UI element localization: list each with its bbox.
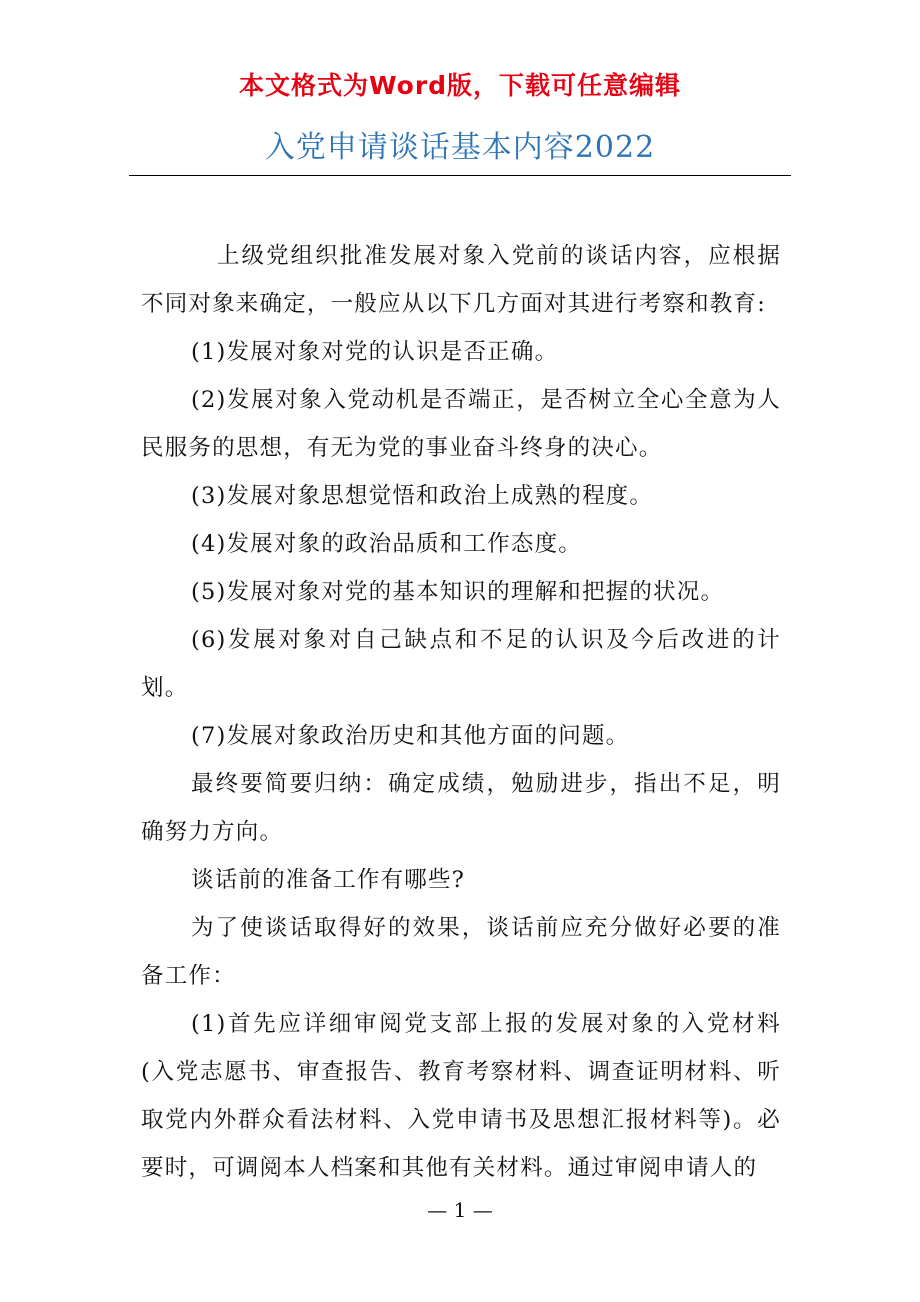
list-item-1: (1)发展对象对党的认识是否正确。 xyxy=(191,339,559,365)
section-question: 谈话前的准备工作有哪些? xyxy=(191,867,465,893)
list-item-5: (5)发展对象对党的基本知识的理解和把握的状况。 xyxy=(191,579,725,605)
document-title: 入党申请谈话基本内容2022 xyxy=(264,130,656,165)
title-divider xyxy=(129,175,791,176)
list-item-6: (6)发展对象对自己缺点和不足的认识及今后改进的计划。 xyxy=(141,627,781,701)
list-item-7: (7)发展对象政治历史和其他方面的问题。 xyxy=(191,723,630,749)
paragraph-preparation: 为了使谈话取得好的效果，谈话前应充分做好必要的准备工作： xyxy=(141,915,781,989)
document-body xyxy=(141,232,781,1192)
paragraph-summary: 最终要简要归纳：确定成绩，勉励进步，指出不足，明确努力方向。 xyxy=(141,771,781,845)
format-notice-banner: 本文格式为Word版，下载可任意编辑 xyxy=(238,71,682,100)
page-number: — 1 — xyxy=(427,1198,493,1222)
preparation-item-1: (1)首先应详细审阅党支部上报的发展对象的入党材料(入党志愿书、审查报告、教育考察材料、调查证明材料、听取党内外群众看法材料、入党申请书及思想汇报材料等)。必要时，可调阅本人档案和其他有关材料。通过审阅申请人的 xyxy=(141,1011,781,1181)
list-item-3: (3)发展对象思想觉悟和政治上成熟的程度。 xyxy=(191,483,654,509)
list-item-2: (2)发展对象入党动机是否端正，是否树立全心全意为人民服务的思想，有无为党的事业奋斗终身的决心。 xyxy=(141,387,781,461)
list-item-4: (4)发展对象的政治品质和工作态度。 xyxy=(191,531,582,557)
paragraph-intro: 上级党组织批准发展对象入党前的谈话内容，应根据不同对象来确定，一般应从以下几方面对其进行考察和教育: xyxy=(141,243,781,317)
